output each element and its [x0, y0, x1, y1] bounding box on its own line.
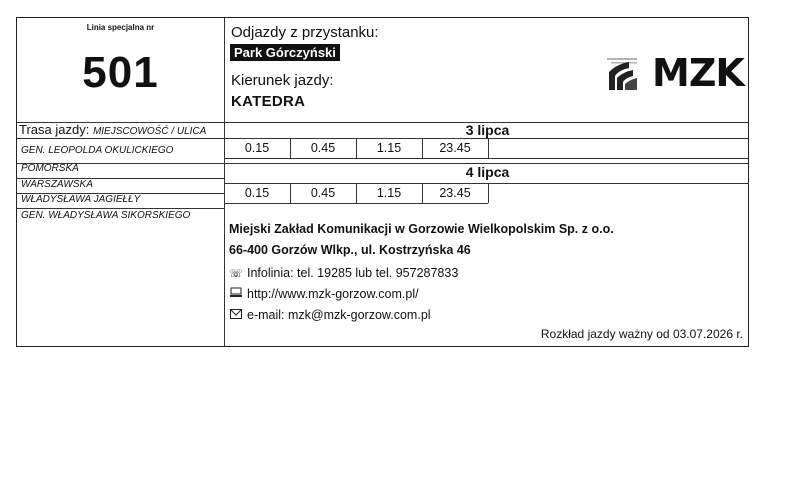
- contact-email: [229, 308, 431, 322]
- departure-time: 0.15: [244, 141, 270, 155]
- route-street: GEN. WŁADYSŁAWA SIKORSKIEGO: [21, 210, 191, 221]
- departure-time: 23.45: [439, 141, 471, 155]
- departure-time: 0.45: [310, 141, 336, 155]
- direction-label: Kierunek jazdy:: [231, 72, 334, 89]
- divider: [17, 138, 224, 139]
- direction-value: KATEDRA: [231, 93, 306, 110]
- divider: [488, 183, 489, 203]
- divider: [488, 138, 489, 158]
- route-street: WŁADYSŁAWA JAGIEŁŁY: [21, 194, 141, 205]
- departures-label: Odjazdy z przystanku:: [231, 24, 379, 41]
- day-title: 4 lipca: [465, 164, 510, 180]
- departure-time: 1.15: [376, 186, 402, 200]
- website-link[interactable]: http://www.mzk-gorzow.com.pl/: [247, 287, 419, 301]
- divider: [224, 183, 749, 184]
- day-title: 3 lipca: [465, 122, 510, 138]
- phone-text: Infolinia: tel. 19285 lub tel. 957287833: [247, 266, 459, 280]
- departure-time: 1.15: [376, 141, 402, 155]
- timetable-sheet: [16, 17, 749, 347]
- envelope-icon: [229, 309, 243, 322]
- departure-time: 0.45: [310, 186, 336, 200]
- route-header: [19, 122, 206, 137]
- route-header-label: Trasa jazdy:: [19, 122, 90, 137]
- phone-icon: ☏: [229, 267, 243, 280]
- company-name: Miejski Zakład Komunikacji w Gorzowie Wielkopolskim Sp. z o.o.: [229, 222, 614, 236]
- logo-text: MZK: [652, 51, 744, 95]
- stop-name: Park Górczyński: [230, 44, 340, 61]
- route-header-sub: MIEJSCOWOŚĆ / ULICA: [92, 126, 207, 137]
- computer-icon: [229, 287, 243, 301]
- departure-time: 0.15: [244, 186, 270, 200]
- contact-website: [229, 287, 419, 301]
- divider: [224, 158, 749, 159]
- line-label: Linia specjalna nr: [86, 23, 155, 32]
- route-street: GEN. LEOPOLDA OKULICKIEGO: [21, 145, 174, 156]
- contact-phone: [229, 266, 458, 280]
- divider: [224, 138, 749, 139]
- departure-time: 23.45: [439, 186, 471, 200]
- divider: [17, 208, 224, 209]
- email-link[interactable]: e-mail: mzk@mzk-gorzow.com.pl: [247, 308, 431, 322]
- company-address: 66-400 Gorzów Wlkp., ul. Kostrzyńska 46: [229, 243, 471, 257]
- validity-note: Rozkład jazdy ważny od 03.07.2026 r.: [540, 327, 743, 341]
- line-number: 501: [82, 48, 159, 97]
- divider: [224, 203, 488, 204]
- route-street: WARSZAWSKA: [21, 179, 93, 190]
- route-street: POMORSKA: [21, 163, 79, 174]
